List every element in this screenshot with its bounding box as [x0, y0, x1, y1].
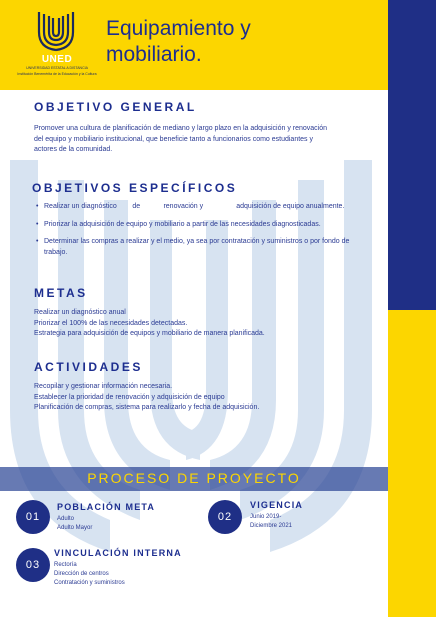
vinculacion-interna-title: VINCULACIÓN INTERNA — [54, 548, 182, 558]
metas-line: Estrategia para adquisición de equipos y mobiliario de manera planificada. — [34, 330, 265, 337]
metas-line: Priorizar el 100% de las necesidades detectadas. — [34, 319, 188, 327]
logo-name: UNED — [41, 54, 73, 65]
actividades-line: Establecer la prioridad de renovación y adquisición de equipo — [34, 393, 225, 401]
objetivo-general-text — [34, 124, 374, 156]
objetivo-general-line: Promover una cultura de planificación de mediano y largo plazo en la adquisición y renovación — [34, 125, 328, 132]
uned-logo-icon — [35, 10, 77, 52]
objetivos-especificos-title: OBJETIVOS ESPECÍFICOS — [32, 181, 238, 195]
objetivo-general-line: del equipo y mobiliario institucional, que beneficie tanto a funcionarios como estudiantes y — [34, 135, 314, 143]
vigencia-title: VIGENCIA — [250, 500, 304, 510]
uned-logo — [17, 10, 97, 82]
actividades-text — [34, 382, 374, 414]
objetivo-general-line: actores de la comunidad. — [34, 146, 113, 153]
vinculacion-interna-text — [54, 561, 125, 588]
right-navy-bar — [388, 0, 436, 310]
metas-title: METAS — [34, 286, 88, 300]
poblacion-meta-text — [57, 515, 92, 533]
actividades-title: ACTIVIDADES — [34, 360, 143, 374]
metas-text — [34, 308, 374, 340]
page-title-line1: Equipamiento y — [106, 17, 251, 40]
poblacion-meta-line: Adulto Mayor — [57, 525, 93, 531]
right-yellow-bar — [388, 310, 436, 617]
objetivos-especificos-list — [36, 202, 354, 265]
list-item: • Determinar las compras a realizar y el medio, ya sea por contratación y suministros o por fondo de trabajo. — [36, 237, 354, 258]
vigencia-text — [250, 513, 292, 531]
step-number-02: 02 — [208, 500, 242, 534]
list-item: • Realizar un diagnóstico de renovación y adquisición de equipo anualmente. — [36, 202, 354, 213]
vinculacion-interna-line: Dirección de centros — [54, 571, 109, 577]
vigencia-line: Junio 2019- — [250, 514, 282, 520]
list-item: • Priorizar la adquisición de equipo y mobiliario a partir de las necesidades diagnosticadas. — [36, 220, 354, 231]
step-number-01: 01 — [16, 500, 50, 534]
metas-line: Realizar un diagnóstico anual — [34, 309, 126, 316]
step-number-03: 03 — [16, 548, 50, 582]
proceso-title: PROCESO DE PROYECTO — [87, 470, 301, 486]
page-title — [106, 16, 346, 68]
page-title-line2: mobiliario. — [106, 43, 202, 66]
poblacion-meta-title: POBLACIÓN META — [57, 502, 156, 512]
vinculacion-interna-line: Rectoría — [54, 562, 77, 568]
objetivo-general-title: OBJETIVO GENERAL — [34, 100, 197, 114]
actividades-line: Planificación de compras, sistema para realizarlo y fecha de adquisición. — [34, 404, 260, 411]
poblacion-meta-line: Adulto — [57, 516, 75, 522]
vigencia-line: Diciembre 2021 — [250, 523, 293, 529]
actividades-line: Recopilar y gestionar información necesaria. — [34, 383, 173, 390]
logo-tagline: Institución Benemérita de la Educación y la Cultura — [17, 72, 97, 76]
vinculacion-interna-line: Contratación y suministros — [54, 580, 125, 586]
logo-subtitle: UNIVERSIDAD ESTATAL A DISTANCIA — [26, 66, 88, 70]
